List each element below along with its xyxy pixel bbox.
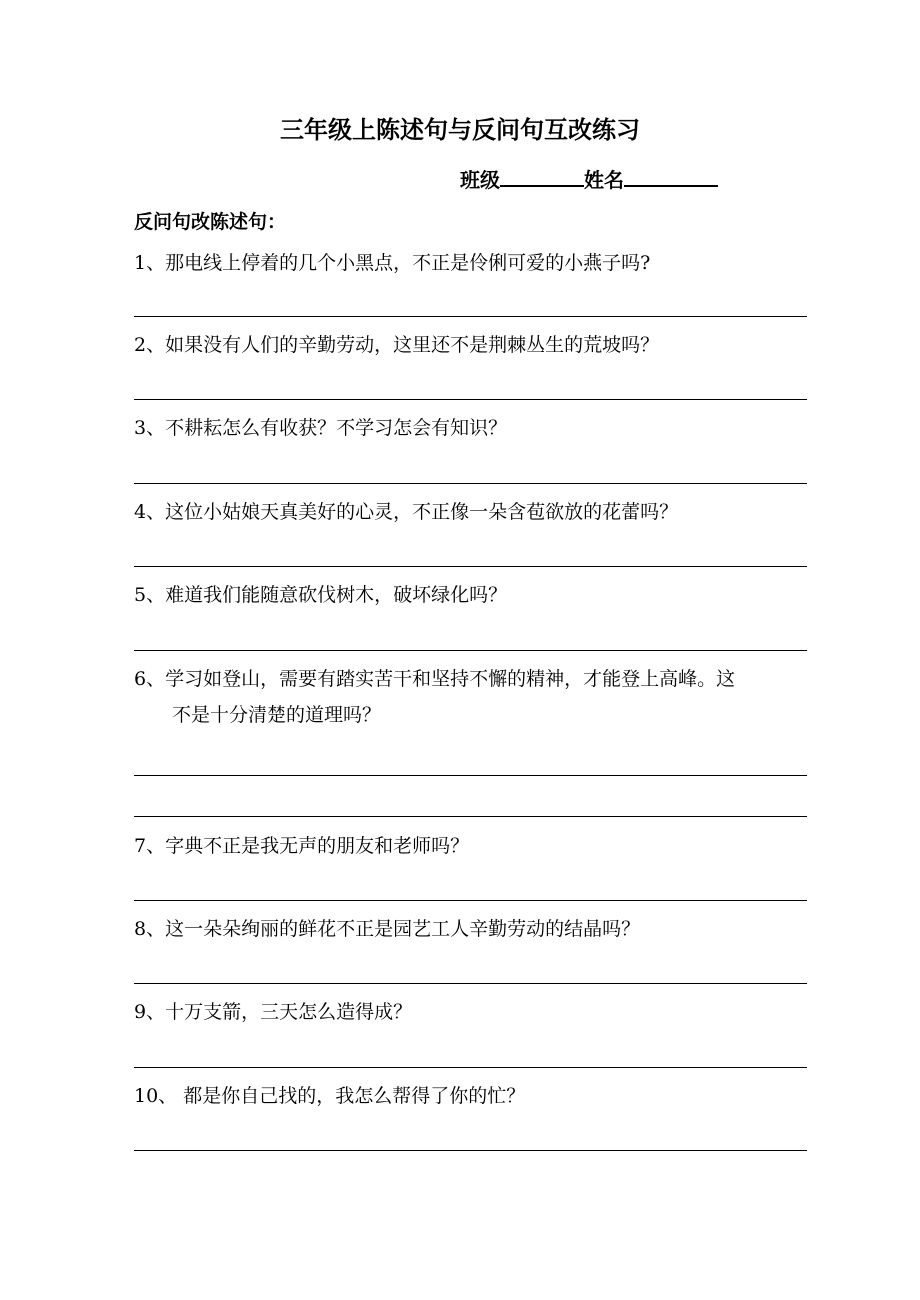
question-4 [134, 494, 814, 530]
section-heading: 反问句改陈述句： [134, 211, 287, 233]
answer-line-5 [134, 650, 807, 651]
answer-line-2 [134, 399, 807, 400]
answer-line-3 [134, 483, 807, 484]
question-text: 4、这位小姑娘天真美好的心灵，不正像一朵含苞欲放的花蕾吗？ [134, 501, 679, 523]
question-text: 10、 都是你自己找的，我怎么帮得了你的忙？ [134, 1085, 526, 1107]
answer-line-8 [134, 983, 807, 984]
question-text: 1、那电线上停着的几个小黑点，不正是伶俐可爱的小燕子吗? [134, 252, 651, 274]
question-9 [134, 994, 814, 1030]
question-8 [134, 911, 814, 947]
answer-line-7 [134, 900, 807, 901]
name-label: 姓名 [584, 168, 624, 192]
answer-line-4 [134, 566, 807, 567]
question-text: 9、十万支箭，三天怎么造得成？ [134, 1001, 413, 1023]
question-3 [134, 410, 814, 446]
answer-line-1 [134, 316, 807, 317]
question-6 [134, 661, 814, 733]
answer-line-6b [134, 816, 807, 817]
question-text: 2、如果没有人们的辛勤劳动，这里还不是荆棘丛生的荒坡吗？ [134, 334, 660, 356]
question-text: 7、字典不正是我无声的朋友和老师吗？ [134, 835, 470, 857]
question-1 [134, 245, 814, 281]
name-blank [624, 163, 718, 187]
class-label: 班级 [460, 168, 500, 192]
question-text: 8、这一朵朵绚丽的鲜花不正是园艺工人辛勤劳动的结晶吗？ [134, 918, 641, 940]
question-5 [134, 577, 814, 613]
question-2 [134, 327, 814, 363]
answer-line-10 [134, 1150, 807, 1151]
question-10 [134, 1078, 814, 1114]
question-text: 6、学习如登山，需要有踏实苦干和坚持不懈的精神，才能登上高峰。这 [134, 668, 736, 690]
question-text: 5、难道我们能随意砍伐树木，破坏绿化吗？ [134, 584, 508, 606]
student-info [460, 163, 718, 195]
question-7 [134, 828, 814, 864]
page-title: 三年级上陈述句与反问句互改练习 [280, 115, 640, 144]
answer-line-6a [134, 775, 807, 776]
question-text-continuation: 不是十分清楚的道理吗？ [172, 704, 382, 726]
answer-line-9 [134, 1067, 807, 1068]
class-blank [500, 163, 584, 187]
question-text: 3、不耕耘怎么有收获？不学习怎会有知识？ [134, 417, 508, 439]
